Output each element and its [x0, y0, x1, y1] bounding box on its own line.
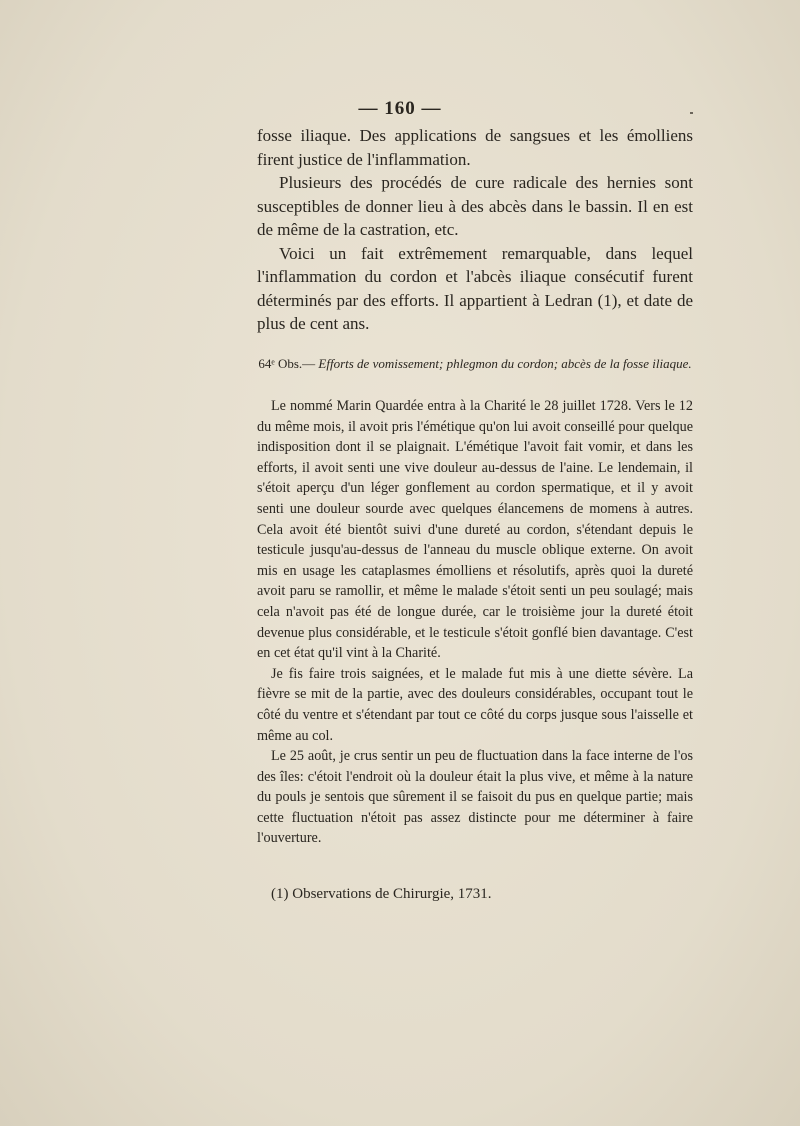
- intro-paragraph-2: Plusieurs des procédés de cure radicale des hernies sont susceptibles de donner lieu à des abcès dans le bassin. Il en est de même de la castration, etc.: [257, 173, 693, 239]
- body-paragraph-2: Je fis faire trois saignées, et le malade fut mis à une diette sévère. La fièvre se mit de la partie, avec des douleurs considérables, occupant tout le côté du ventre et s'étendant par tout ce côté du corps jusque sous l'aisselle et même au col.: [257, 665, 693, 744]
- observation-number: 64ᵉ Obs.—: [258, 356, 316, 371]
- footnote: (1) Observations de Chirurgie, 1731.: [271, 886, 492, 902]
- observation-title: Efforts de vomissement; phlegmon du cordon; abcès de la fosse iliaque.: [318, 356, 692, 371]
- observation-heading: [257, 355, 693, 373]
- observation-body: [257, 396, 693, 849]
- intro-paragraph-3: Voici un fait extrêmement remarquable, dans lequel l'inflammation du cordon et l'abcès iliaque consécutif furent déterminés par des efforts. Il appartient à Ledran (1), et date de plus de cent ans.: [257, 243, 693, 333]
- intro-section: [257, 124, 693, 336]
- body-paragraph-1: Le nommé Marin Quardée entra à la Charité le 28 juillet 1728. Vers le 12 du même mois, il avoit pris l'émétique qu'on lui avoit conseillé pour quelque indisposition dont il se plaignait. L'émétique l'avoit fait vomir, et dans les efforts, il avoit senti une vive douleur au-dessus de l'aine. Le lendemain, il s'étoit aperçu d'un léger gonflement au cordon spermatique, et il y avoit senti une douleur sourde avec quelques élancemens de momens à autres. Cela avoit été bientôt suivi d'une dureté au cordon, s'étendant depuis le testicule jusqu'au-dessus de l'anneau du muscle oblique externe. On avoit mis en usage les cataplasmes émolliens et résolutifs, après quoi la dureté avoit paru se ramollir, et même le malade s'étoit senti un peu soulagé; mais cela n'avoit pas été de longue durée, car le troisième jour la dureté étoit devenue plus considérable, et le testicule s'étoit gonflé bien davantage. C'est en cet état qu'il vint à la Charité.: [257, 398, 693, 662]
- body-paragraph-3: Le 25 août, je crus sentir un peu de fluctuation dans la face interne de l'os des îles: c'étoit l'endroit où la douleur était la plus vive, et même à la nature du pouls je sentois que sûrement il se faisoit du pus en quelque partie; mais cette fluctuation n'étoit pas assez distincte pour me déterminer à faire l'ouverture.: [257, 748, 693, 847]
- page-number: — 160 —: [358, 98, 442, 119]
- intro-paragraph-1: fosse iliaque. Des applications de sangsues et les émolliens firent justice de l'inflammation.: [257, 126, 693, 169]
